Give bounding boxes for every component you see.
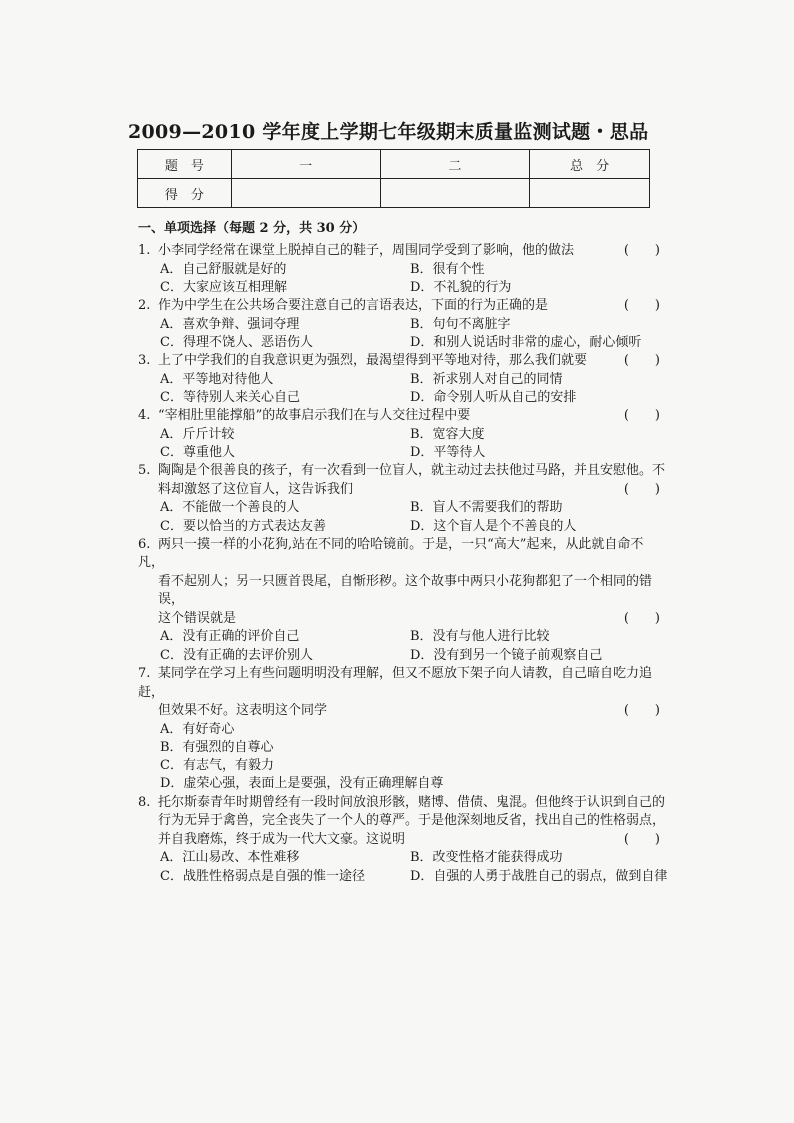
exam-title: 2009—2010 学年度上学期七年级期末质量监测试题・思品 xyxy=(128,121,649,143)
option-row xyxy=(160,334,668,352)
score-cell: 得 分 xyxy=(138,179,232,208)
option[interactable]: C．等待别人来关心自己 xyxy=(160,389,300,405)
option-list xyxy=(138,261,668,298)
option[interactable]: C．没有正确的去评价别人 xyxy=(160,647,313,663)
score-input-cell[interactable] xyxy=(231,179,380,208)
option-row xyxy=(160,316,668,334)
option-row xyxy=(160,279,668,297)
option-row xyxy=(160,371,668,389)
question-stem xyxy=(138,536,668,573)
question-stem xyxy=(138,812,668,831)
question-text: 行为无异于禽兽，完全丧失了一个人的尊严。于是他深刻地反省，找出自己的性格弱点， xyxy=(158,813,666,829)
question-text: 并自我磨炼，终于成为一代大文豪。这说明 xyxy=(158,831,406,847)
answer-blank[interactable]: ( ) xyxy=(623,243,660,258)
question-number: 6. xyxy=(138,536,151,552)
option-row xyxy=(160,868,668,886)
question-stem xyxy=(138,573,668,610)
question-text: 但效果不好。这表明这个同学 xyxy=(158,703,328,719)
question-stem xyxy=(138,794,668,813)
question-text: 小李同学经常在课堂上脱掉自己的鞋子，周围同学受到了影响，他的做法 xyxy=(158,243,575,258)
score-input-cell[interactable] xyxy=(530,179,650,208)
option[interactable]: B．很有个性 xyxy=(410,261,485,277)
option-row xyxy=(160,389,668,407)
question-text: 两只一摸一样的小花狗,站在不同的哈哈镜前。于是，一只“高大”起来，从此就自命不凡， xyxy=(138,536,644,571)
option[interactable]: D．不礼貌的行为 xyxy=(410,279,512,295)
option[interactable]: A．没有正确的评价自己 xyxy=(160,629,300,645)
question-stem xyxy=(138,702,668,721)
option-row xyxy=(160,647,668,665)
score-cell: 题 号 xyxy=(138,150,232,179)
question-item xyxy=(138,665,668,794)
option[interactable]: A．斤斤计较 xyxy=(160,426,235,442)
question-item xyxy=(138,536,668,665)
option-list xyxy=(138,499,668,536)
option-list xyxy=(138,316,668,353)
question-text: 这个错误就是 xyxy=(158,610,237,626)
option-list xyxy=(138,628,668,665)
option[interactable]: B．句句不离脏字 xyxy=(410,316,511,332)
option[interactable]: A．不能做一个善良的人 xyxy=(160,500,300,516)
question-number: 1. xyxy=(138,243,151,258)
option[interactable]: A．自己舒服就是好的 xyxy=(160,261,287,277)
option[interactable]: B．祈求别人对自己的同情 xyxy=(410,371,563,387)
question-item xyxy=(138,407,668,462)
option-row xyxy=(160,628,668,646)
score-table-score-row xyxy=(138,179,650,208)
question-number: 2. xyxy=(138,298,151,314)
option[interactable]: C．大家应该互相理解 xyxy=(160,279,287,295)
question-number: 8. xyxy=(138,794,151,810)
score-cell: 一 xyxy=(231,150,380,179)
question-text: “宰相肚里能撑船”的故事启示我们在与人交往过程中要 xyxy=(158,408,471,424)
option[interactable]: A．平等地对待他人 xyxy=(160,371,274,387)
question-number: 5. xyxy=(138,463,151,479)
option[interactable]: B．有强烈的自尊心 xyxy=(160,739,274,755)
question-number: 4. xyxy=(138,408,151,424)
question-text: 看不起别人；另一只匮首畏尾，自惭形秽。这个故事中两只小花狗都犯了一个相同的错误， xyxy=(158,573,653,608)
question-item xyxy=(138,352,668,407)
option[interactable]: B．改变性格才能获得成功 xyxy=(410,850,563,866)
option[interactable]: D．平等待人 xyxy=(410,445,486,461)
question-stem xyxy=(138,242,668,261)
question-item xyxy=(138,794,668,886)
option[interactable]: D．这个盲人是个不善良的人 xyxy=(410,518,577,534)
option-row xyxy=(160,518,668,536)
question-stem xyxy=(138,665,668,702)
question-text: 作为中学生在公共场合要注意自己的言语表达，下面的行为正确的是 xyxy=(158,298,549,314)
option-row xyxy=(160,849,668,867)
option[interactable]: C．要以恰当的方式表达友善 xyxy=(160,518,326,534)
question-stem xyxy=(138,831,668,850)
answer-blank[interactable]: ( ) xyxy=(623,353,660,369)
option[interactable]: D．虚荣心强，表面上是要强，没有正确理解自尊 xyxy=(160,776,444,792)
option-list xyxy=(138,721,668,794)
question-text: 托尔斯泰青年时期曾经有一段时间放浪形骸，赌博、借债、鬼混。但他终于认识到自己的 xyxy=(158,794,666,810)
score-cell: 二 xyxy=(380,150,530,179)
question-stem xyxy=(138,481,668,500)
question-text: 上了中学我们的自我意识更为强烈，最渴望得到平等地对待，那么我们就要 xyxy=(158,353,588,369)
question-stem xyxy=(138,462,668,481)
option[interactable]: D．和别人说话时非常的虚心，耐心倾听 xyxy=(410,334,642,350)
answer-blank[interactable]: ( ) xyxy=(623,298,660,314)
option-list xyxy=(138,426,668,463)
option[interactable]: A．有好奇心 xyxy=(160,721,235,737)
score-table-header-row xyxy=(138,150,650,179)
answer-blank[interactable]: ( ) xyxy=(623,610,660,626)
option[interactable]: B．盲人不需要我们的帮助 xyxy=(410,500,563,516)
option[interactable]: C．尊重他人 xyxy=(160,445,235,461)
question-stem xyxy=(138,352,668,371)
question-stem xyxy=(138,610,668,629)
question-text: 料却激怒了这位盲人，这告诉我们 xyxy=(158,481,354,497)
answer-blank[interactable]: ( ) xyxy=(623,831,660,847)
answer-blank[interactable]: ( ) xyxy=(623,703,660,719)
option[interactable]: B．宽容大度 xyxy=(410,426,485,442)
option[interactable]: C．有志气，有毅力 xyxy=(160,758,274,774)
option-row xyxy=(160,426,668,444)
answer-blank[interactable]: ( ) xyxy=(623,408,660,424)
option[interactable]: A．江山易改、本性难移 xyxy=(160,850,300,866)
section-title: 一、单项选择（每题 2 分，共 30 分） xyxy=(138,221,366,236)
question-item xyxy=(138,297,668,352)
question-list xyxy=(138,242,668,886)
score-table xyxy=(137,149,650,208)
option[interactable]: A．喜欢争辩、强词夺理 xyxy=(160,316,300,332)
answer-blank[interactable]: ( ) xyxy=(623,481,660,497)
score-cell: 总 分 xyxy=(530,150,650,179)
score-input-cell[interactable] xyxy=(380,179,530,208)
option[interactable]: C．战胜性格弱点是自强的惟一途径 xyxy=(160,868,365,884)
option-row xyxy=(160,499,668,517)
option[interactable]: B．没有与他人进行比较 xyxy=(410,629,550,645)
option[interactable]: D．自强的人勇于战胜自己的弱点，做到自律 xyxy=(410,868,668,884)
question-item xyxy=(138,462,668,536)
option[interactable]: D．命令别人听从自己的安排 xyxy=(410,389,577,405)
question-number: 7. xyxy=(138,666,151,682)
question-text: 某同学在学习上有些问题明明没有理解，但又不愿放下架子向人请教，自己暗自吃力追赶， xyxy=(138,666,653,700)
question-stem xyxy=(138,407,668,426)
option-list xyxy=(138,371,668,408)
question-stem xyxy=(138,297,668,316)
option-list xyxy=(138,849,668,886)
question-number: 3. xyxy=(138,353,151,369)
option-row xyxy=(160,261,668,279)
question-item xyxy=(138,242,668,297)
question-text: 陶陶是个很善良的孩子，有一次看到一位盲人，就主动过去扶他过马路，并且安慰他。不 xyxy=(158,463,666,479)
option[interactable]: C．得理不饶人、恶语伤人 xyxy=(160,334,313,350)
option-row xyxy=(160,444,668,462)
option[interactable]: D．没有到另一个镜子前观察自己 xyxy=(410,647,603,663)
